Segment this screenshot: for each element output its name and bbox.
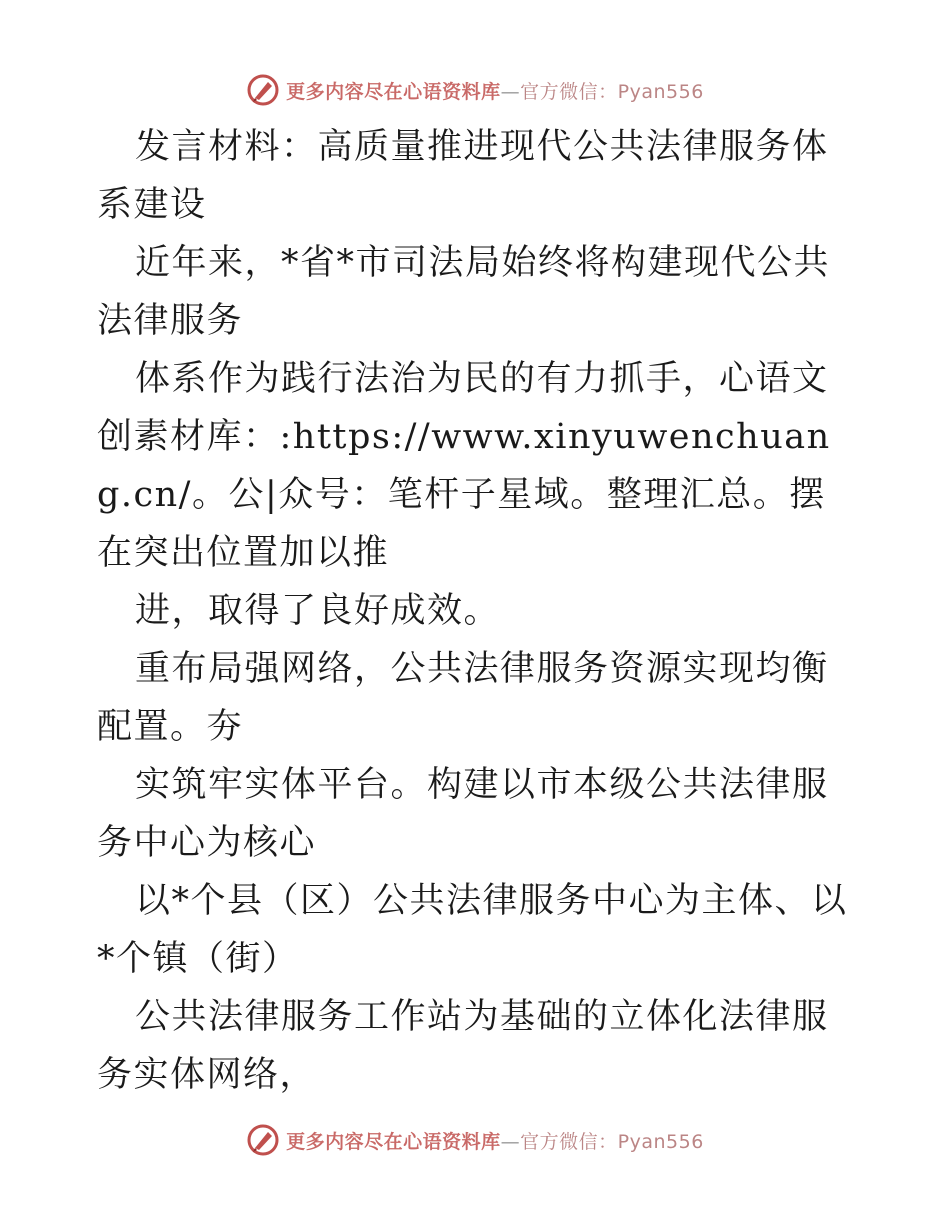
document-body [97, 118, 857, 1104]
body-paragraph: 实筑牢实体平台。构建以市本级公共法律服务中心为核心 [97, 765, 829, 863]
body-paragraph: 以*个县（区）公共法律服务中心为主体、以*个镇（街） [97, 881, 848, 979]
footer-watermark [0, 1120, 950, 1160]
body-paragraph: 公共法律服务工作站为基础的立体化法律服务实体网络， [97, 997, 829, 1095]
body-paragraph: 重布局强网络，公共法律服务资源实现均衡配置。夯 [97, 649, 829, 747]
header-watermark [0, 70, 950, 110]
pen-logo-icon [246, 73, 280, 107]
watermark-text: 更多内容尽在心语资料库—官方微信：Pyan556 [286, 1130, 704, 1153]
body-paragraph: 进，取得了良好成效。 [135, 591, 501, 631]
watermark-text: 更多内容尽在心语资料库—官方微信：Pyan556 [286, 80, 704, 103]
pen-logo-icon [246, 1123, 280, 1157]
doc-title-paragraph: 发言材料：高质量推进现代公共法律服务体系建设 [97, 127, 829, 225]
body-paragraph: 体系作为践行法治为民的有力抓手，心语文创素材库：:https://www.xinyuwenchuang.cn/。公|众号：笔杆子星域。整理汇总。摆在突出位置加以推 [97, 359, 831, 573]
body-paragraph: 近年来，*省*市司法局始终将构建现代公共法律服务 [97, 243, 831, 341]
